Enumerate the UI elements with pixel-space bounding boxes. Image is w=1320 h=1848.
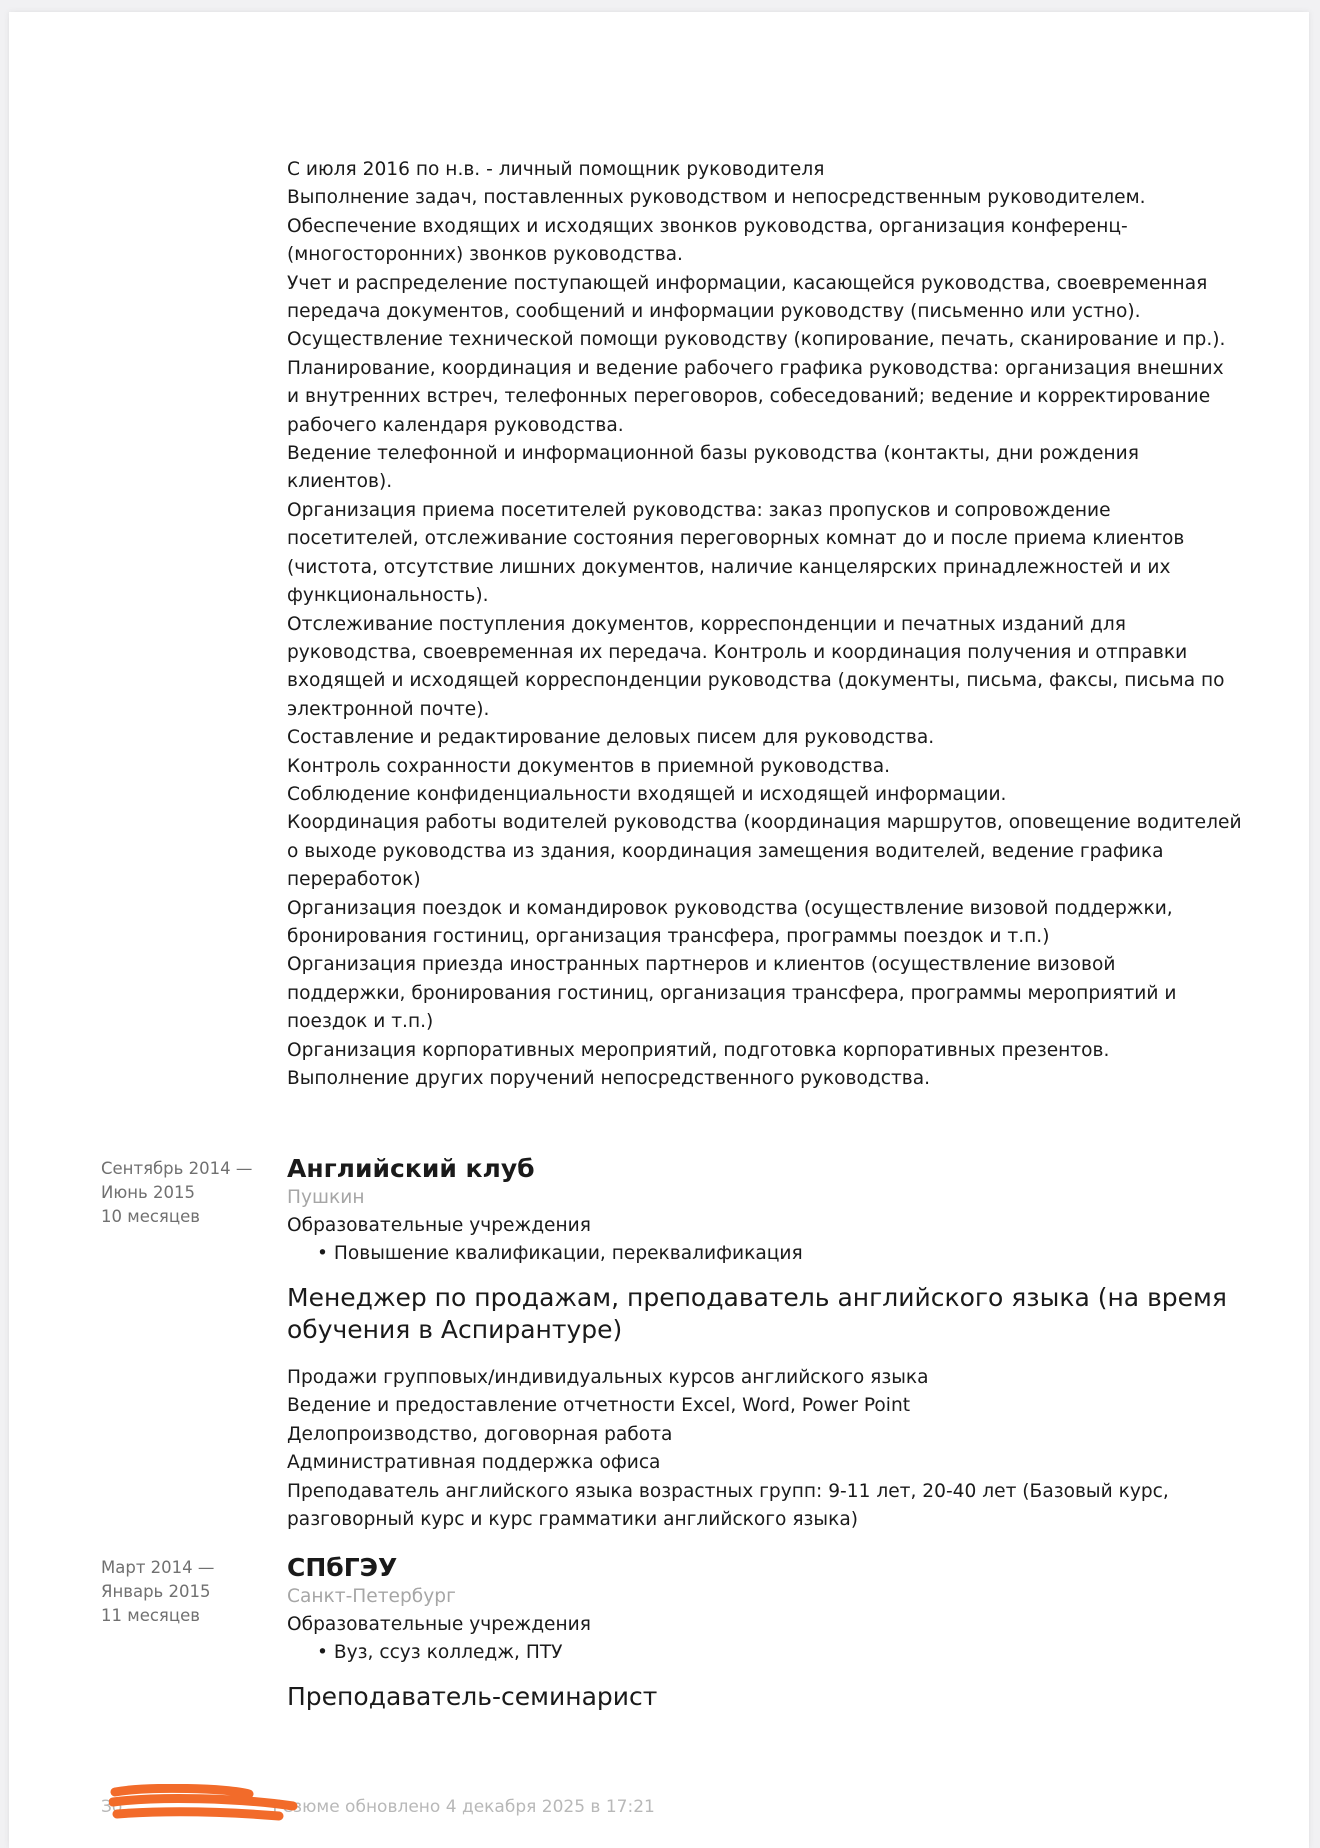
- duty-line: функциональность).: [287, 585, 489, 607]
- job-period: [101, 1157, 261, 1229]
- duty-line: поездок и т.п.): [287, 1011, 434, 1033]
- duty-line: бронирования гостиниц, организация трансфера, программы поездок и т.п.): [287, 925, 1050, 947]
- duty-line: Осуществление технической помощи руководству (копирование, печать, сканирование и пр.).: [287, 329, 1226, 351]
- company-industry: Образовательные учреждения: [287, 1215, 591, 1236]
- duty-line: (чистота, отсутствие лишних документов, наличие канцелярских принадлежностей и их: [287, 556, 1171, 578]
- current-job-duties: [287, 156, 1247, 1093]
- industry-bullet: • Вуз, ссуз колледж, ПТУ: [317, 1642, 563, 1663]
- duty-line: электронной почте).: [287, 698, 490, 720]
- company-city: Пушкин: [287, 1187, 365, 1208]
- duty-line: Ведение телефонной и информационной базы руководства (контакты, дни рождения: [287, 443, 1139, 465]
- period-end: Июнь 2015: [101, 1183, 195, 1202]
- duty-line: Контроль сохранности документов в приемной руководства.: [287, 755, 891, 777]
- industry-bullet: • Повышение квалификации, переквалификация: [317, 1243, 803, 1264]
- duty-line: Организация поездок и командировок руководства (осуществление визовой поддержки,: [287, 897, 1173, 919]
- duty-line: Учет и распределение поступающей информации, касающейся руководства, своевременная: [287, 272, 1208, 294]
- resume-updated-date: Резюме обновлено 4 декабря 2025 в 17:21: [272, 1797, 655, 1817]
- company-name: СПбГЭУ: [287, 1553, 398, 1582]
- footer-prefix: Зо: [101, 1797, 123, 1817]
- duty-line: Отслеживание поступления документов, корреспонденции и печатных изданий для: [287, 613, 1126, 635]
- duties-text: [287, 156, 1247, 1093]
- duty-line: Координация работы водителей руководства (координация маршрутов, оповещение водителей: [287, 812, 1242, 834]
- duty-line: о выходе руководства из здания, координация замещения водителей, ведение графика: [287, 840, 1164, 862]
- duty-line: Организация приезда иностранных партнеров и клиентов (осуществление визовой: [287, 954, 1116, 976]
- duty-line: рабочего календаря руководства.: [287, 414, 624, 436]
- position-title-line: обучения в Аспирантуре): [287, 1315, 623, 1344]
- period-duration: 11 месяцев: [101, 1606, 200, 1625]
- duty-line: поддержки, бронирования гостиниц, организация трансфера, программы мероприятий и: [287, 982, 1177, 1004]
- duty-line: Ведение и предоставление отчетности Excel, Word, Power Point: [287, 1395, 911, 1417]
- duty-line: посетителей, отслеживание состояния переговорных комнат до и после приема клиентов: [287, 528, 1185, 550]
- duty-line: Выполнение других поручений непосредственного руководства.: [287, 1068, 931, 1089]
- duty-line: клиентов).: [287, 471, 393, 493]
- duty-line: Продажи групповых/индивидуальных курсов английского языка: [287, 1367, 929, 1388]
- company-city: Санкт-Петербург: [287, 1586, 456, 1607]
- company-industry: Образовательные учреждения: [287, 1614, 591, 1635]
- duty-line: Соблюдение конфиденциальности входящей и исходящей информации.: [287, 783, 1007, 805]
- company-name: Английский клуб: [287, 1154, 535, 1183]
- duty-line: Преподаватель английского языка возрастных групп: 9-11 лет, 20-40 лет (Базовый курс,: [287, 1480, 1169, 1502]
- duty-line: Делопроизводство, договорная работа: [287, 1423, 673, 1445]
- job-body: [287, 1154, 1267, 1534]
- job-period: [101, 1556, 261, 1628]
- duty-line: Административная поддержка офиса: [287, 1452, 661, 1474]
- duty-line: и внутренних встреч, телефонных переговоров, собеседований; ведение и корректирование: [287, 386, 1211, 408]
- duty-line: передача документов, сообщений и информации руководству (письменно или устно).: [287, 301, 1141, 323]
- duty-line: (многосторонних) звонков руководства.: [287, 244, 683, 266]
- redaction-scribble-icon: [109, 1784, 299, 1822]
- position-title-line: Менеджер по продажам, преподаватель английского языка (на время: [287, 1283, 1227, 1312]
- duty-line: Обеспечение входящих и исходящих звонков руководства, организация конференц-: [287, 215, 1128, 237]
- position-title: [287, 1282, 1267, 1346]
- resume-page: [9, 12, 1309, 1848]
- duty-line: Организация корпоративных мероприятий, подготовка корпоративных презентов.: [287, 1039, 1110, 1061]
- period-start: Сентябрь 2014 —: [101, 1159, 253, 1178]
- job-body: [287, 1553, 1267, 1713]
- duty-line: разговорный курс и курс грамматики английского языка): [287, 1509, 858, 1531]
- position-duties: [287, 1364, 1267, 1534]
- duty-line: Выполнение задач, поставленных руководством и непосредственным руководителем.: [287, 187, 1146, 209]
- period-start: Март 2014 —: [101, 1558, 215, 1577]
- duty-line: С июля 2016 по н.в. - личный помощник руководителя: [287, 159, 825, 180]
- duty-line: входящей и исходящей корреспонденции руководства (документы, письма, факсы, письма по: [287, 670, 1225, 692]
- duty-line: переработок): [287, 869, 421, 891]
- position-title: Преподаватель-семинарист: [287, 1682, 658, 1711]
- duty-line: Организация приема посетителей руководства: заказ пропусков и сопровождение: [287, 499, 1111, 521]
- duty-line: руководства, своевременная их передача. Контроль и координация получения и отправки: [287, 641, 1188, 663]
- period-duration: 10 месяцев: [101, 1207, 200, 1226]
- duty-line: Составление и редактирование деловых писем для руководства.: [287, 727, 935, 749]
- period-end: Январь 2015: [101, 1582, 211, 1601]
- duty-line: Планирование, координация и ведение рабочего графика руководства: организация внешних: [287, 357, 1224, 379]
